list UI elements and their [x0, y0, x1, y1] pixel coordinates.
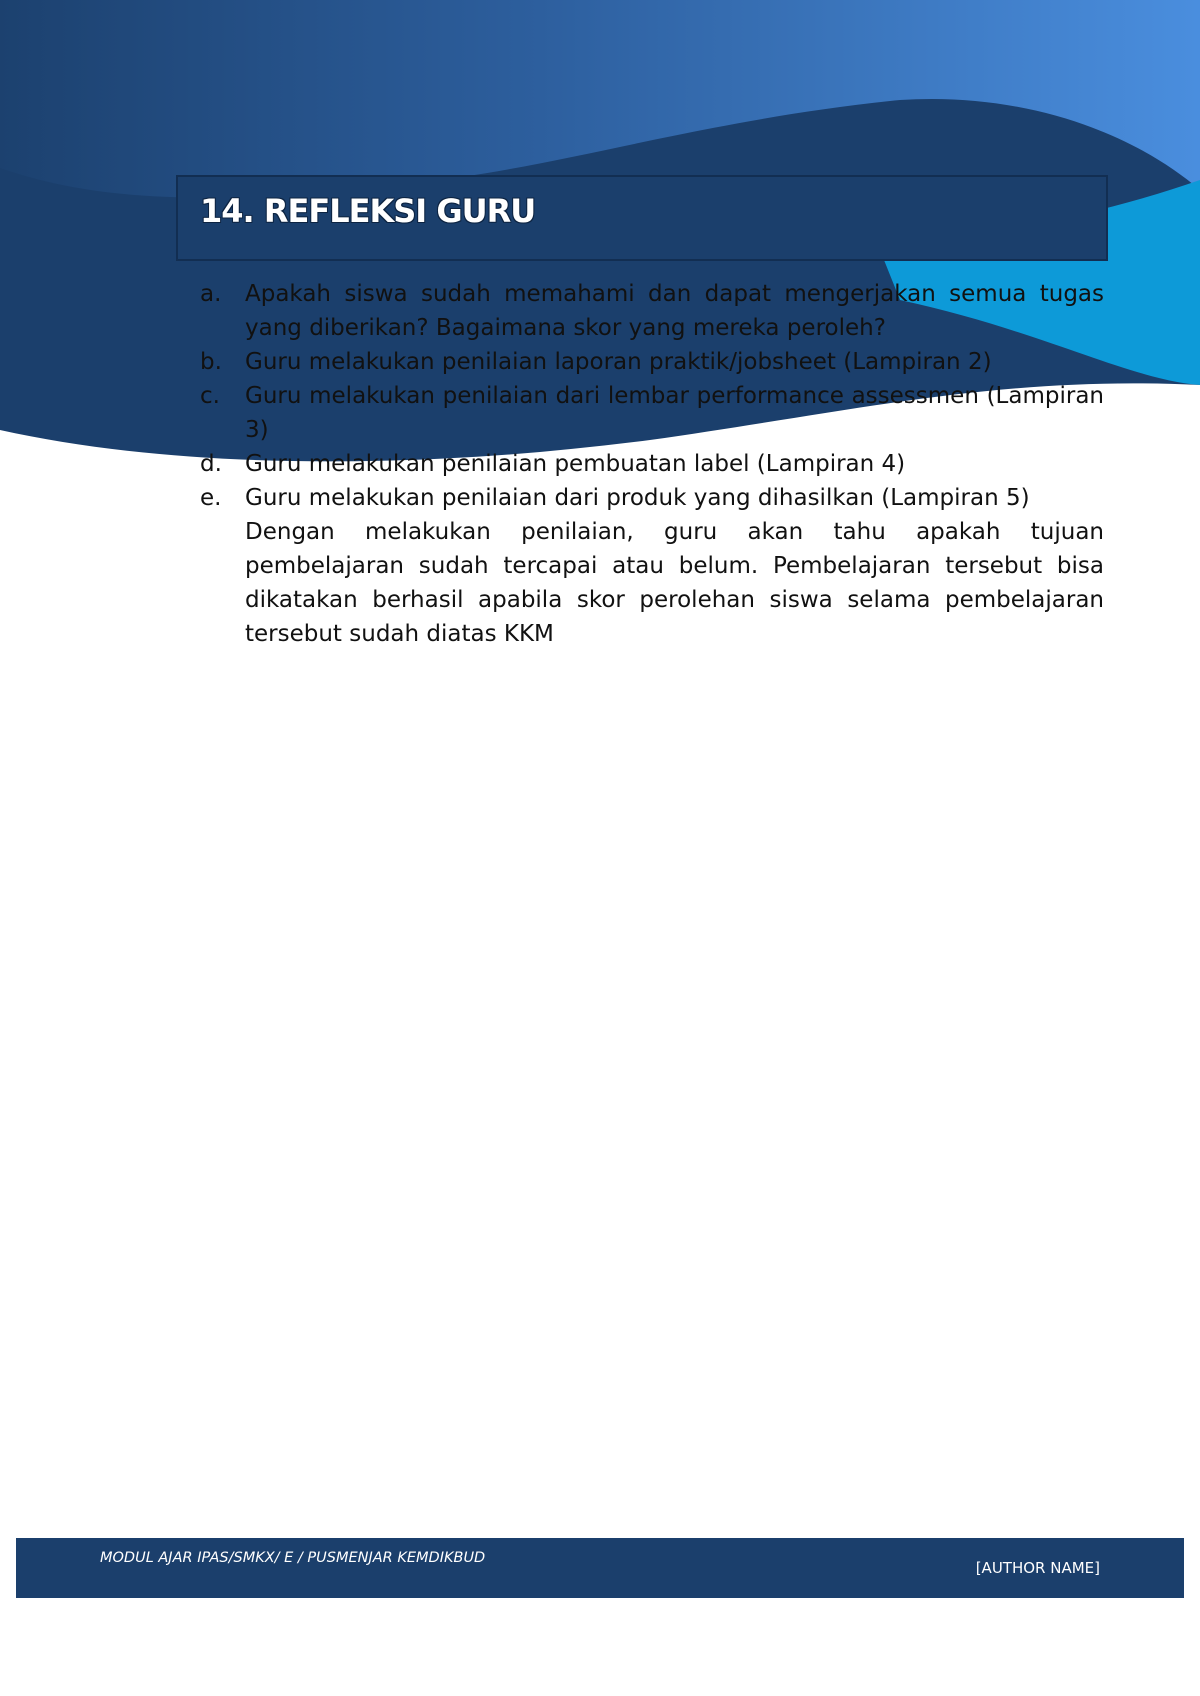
list-marker: d.: [200, 451, 222, 477]
list-item-text: Guru melakukan penilaian dari lembar performance assessmen (Lampiran 3): [245, 383, 1104, 443]
list-item-text: Guru melakukan penilaian laporan praktik/jobsheet (Lampiran 2): [245, 349, 992, 375]
list-item-text: Guru melakukan penilaian pembuatan label (Lampiran 4): [245, 451, 906, 477]
reflection-content: [200, 277, 1104, 651]
list-item: [200, 379, 1104, 447]
section-title: 14. REFLEKSI GURU: [200, 192, 536, 230]
list-marker: b.: [200, 349, 222, 375]
list-marker: a.: [200, 281, 222, 307]
footer-author: [AUTHOR NAME]: [975, 1559, 1100, 1577]
conclusion-paragraph: Dengan melakukan penilaian, guru akan tahu apakah tujuan pembelajaran sudah tercapai atau belum. Pembelajaran tersebut bisa dikatakan berhasil apabila skor perolehan siswa selama pembelajaran tersebut sudah diatas KKM: [245, 519, 1104, 647]
list-item: [200, 447, 1104, 481]
list-item: [200, 345, 1104, 379]
list-marker: e.: [200, 485, 222, 511]
list-marker: c.: [200, 383, 220, 409]
list-item: [200, 481, 1104, 515]
footer-module-info: MODUL AJAR IPAS/SMKX/ E / PUSMENJAR KEMDIKBUD: [100, 1550, 486, 1566]
list-item-text: Guru melakukan penilaian dari produk yang dihasilkan (Lampiran 5): [245, 485, 1030, 511]
list-item-text: Apakah siswa sudah memahami dan dapat mengerjakan semua tugas yang diberikan? Bagaimana skor yang mereka peroleh?: [245, 281, 1104, 341]
page-footer: [16, 1538, 1184, 1598]
section-title-box: [176, 175, 1108, 261]
list-item: [200, 277, 1104, 345]
